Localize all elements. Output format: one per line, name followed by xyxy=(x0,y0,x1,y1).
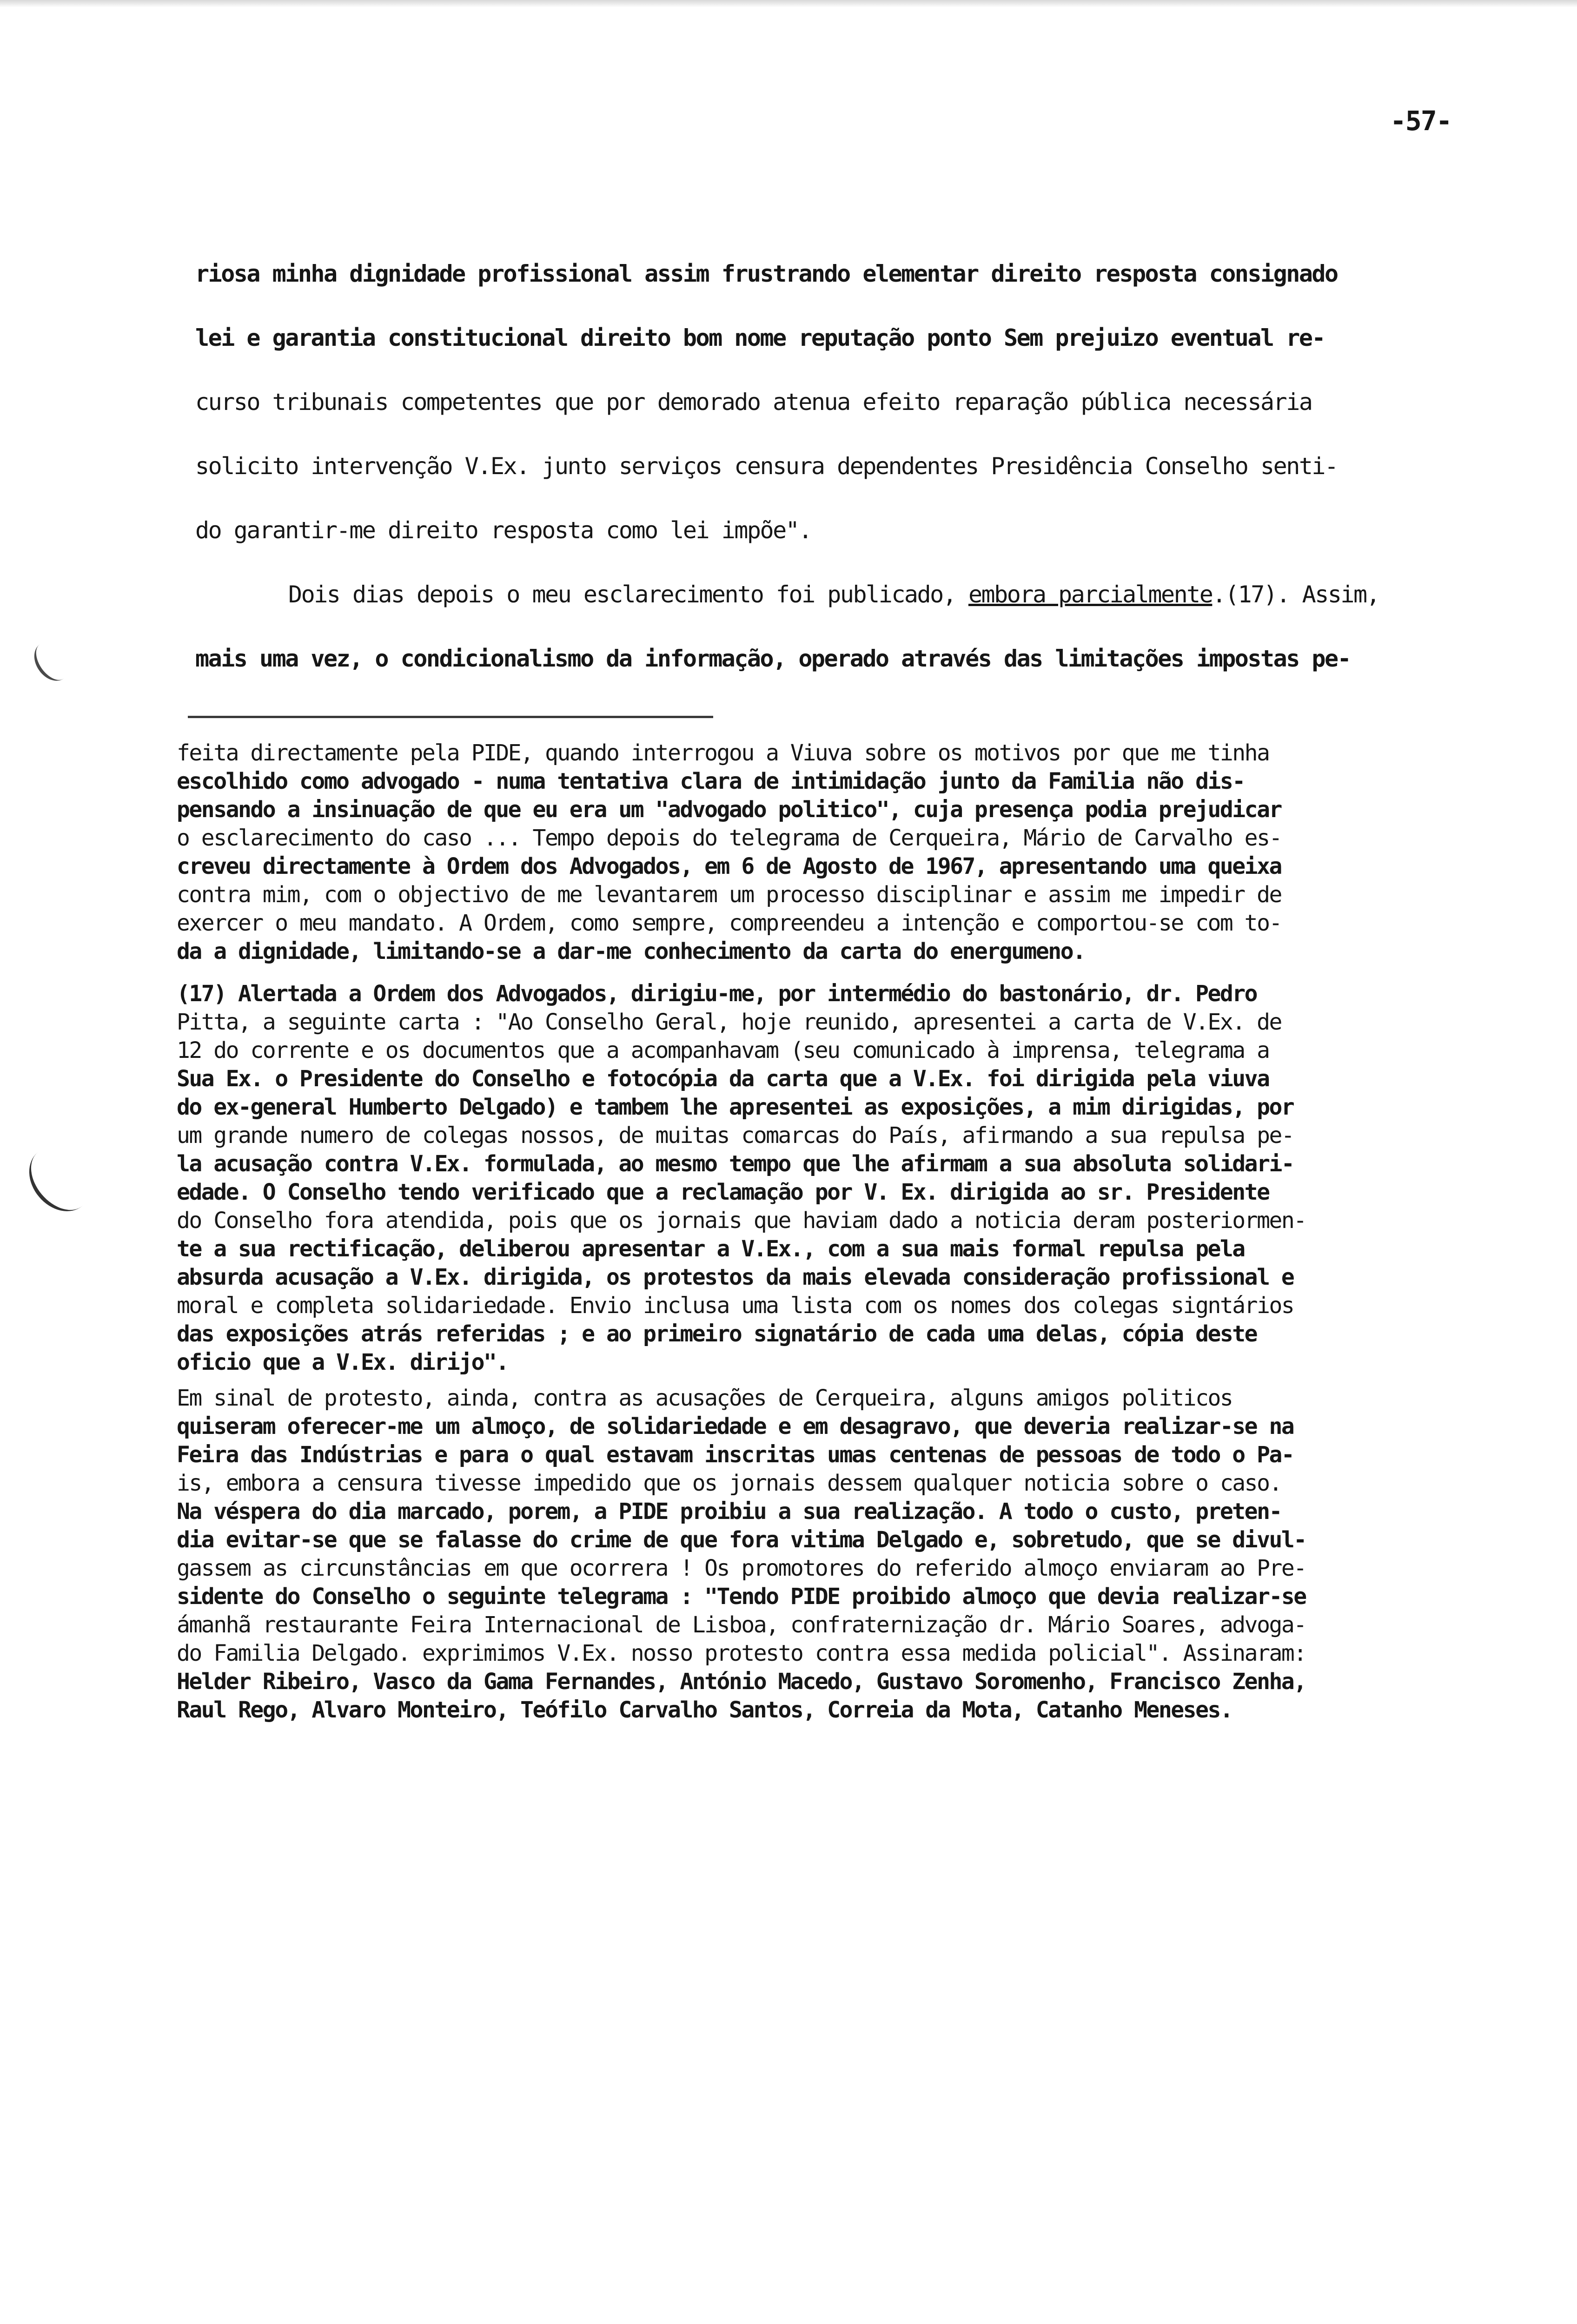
binder-hole-mark xyxy=(17,1135,104,1224)
footnote-line: Em sinal de protesto, ainda, contra as acusações de Cerqueira, alguns amigos politicos xyxy=(177,1385,1232,1411)
footnote-line: edade. O Conselho tendo verificado que a reclamação por V. Ex. dirigida ao sr. Presidente xyxy=(177,1179,1269,1205)
body-line-with-underline xyxy=(195,562,1530,627)
page-number: -57- xyxy=(1390,105,1451,137)
body-line: curso tribunais competentes que por demorado atenua efeito reparação pública necessária xyxy=(195,389,1312,416)
footnote-line: Feira das Indústrias e para o qual estavam inscritas umas centenas de pessoas de todo o Pa- xyxy=(177,1442,1294,1468)
footnote-line: la acusação contra V.Ex. formulada, ao mesmo tempo que lhe afirmam a sua absoluta solidari- xyxy=(177,1151,1294,1177)
footnote-line: sidente do Conselho o seguinte telegrama : "Tendo PIDE proibido almoço que devia realizar-se xyxy=(177,1584,1306,1610)
footnote-line: o esclarecimento do caso ... Tempo depois do telegrama de Cerqueira, Mário de Carvalho es- xyxy=(177,825,1281,851)
footnote-line: Sua Ex. o Presidente do Conselho e fotocópia da carta que a V.Ex. foi dirigida pela viuva xyxy=(177,1066,1269,1092)
footnote-line: do ex-general Humberto Delgado) e tambem lhe apresentei as exposições, a mim dirigidas, por xyxy=(177,1094,1294,1120)
footnote-line: feita directamente pela PIDE, quando interrogou a Viuva sobre os motivos por que me tinha xyxy=(177,740,1269,766)
footnote-line: do Conselho fora atendida, pois que os jornais que haviam dado a noticia deram posteriormen- xyxy=(177,1208,1306,1234)
footnote-reference: .(17). Assim, xyxy=(1212,581,1379,608)
footnote-line: pensando a insinuação de que eu era um "advogado politico", cuja presença podia prejudicar xyxy=(177,797,1281,823)
body-line: solicito intervenção V.Ex. junto serviços censura dependentes Presidência Conselho senti- xyxy=(195,453,1338,480)
footnote-line: um grande numero de colegas nossos, de muitas comarcas do País, afirmando a sua repulsa pe- xyxy=(177,1122,1294,1149)
footnote-continuation xyxy=(177,739,1534,966)
body-line: lei e garantia constitucional direito bom nome reputação ponto Sem prejuizo eventual re- xyxy=(195,324,1325,351)
footnote-line: gassem as circunstâncias em que ocorrera ! Os promotores do referido almoço enviaram ao Pre- xyxy=(177,1555,1306,1581)
footnote-line: is, embora a censura tivesse impedido que os jornais dessem qualquer noticia sobre o caso. xyxy=(177,1470,1281,1496)
underlined-phrase: embora parcialmente xyxy=(968,581,1213,608)
footnote-line: te a sua rectificação, deliberou apresentar a V.Ex., com a sua mais formal repulsa pela xyxy=(177,1236,1245,1262)
footnote-line: das exposições atrás referidas ; e ao primeiro signatário de cada uma delas, cópia deste xyxy=(177,1321,1257,1347)
body-line: riosa minha dignidade profissional assim frustrando elementar direito resposta consignado xyxy=(195,260,1338,287)
footnote-line: Helder Ribeiro, Vasco da Gama Fernandes, António Macedo, Gustavo Soromenho, Francisco Zenha, xyxy=(177,1669,1306,1695)
footnote-line: ámanhã restaurante Feira Internacional de Lisboa, confraternização dr. Mário Soares, advoga- xyxy=(177,1612,1306,1638)
footnote-line: Na véspera do dia marcado, porem, a PIDE proibiu a sua realização. A todo o custo, preten- xyxy=(177,1499,1281,1525)
footnote-line: exercer o meu mandato. A Ordem, como sempre, compreendeu a intenção e comportou-se com to- xyxy=(177,910,1281,936)
footnote-line: oficio que a V.Ex. dirijo". xyxy=(177,1349,508,1375)
footnote-line: 12 do corrente e os documentos que a acompanhavam (seu comunicado à imprensa, telegrama a xyxy=(177,1037,1269,1063)
body-line: do garantir-me direito resposta como lei impõe". xyxy=(195,517,811,544)
body-line: mais uma vez, o condicionalismo da informação, operado através das limitações impostas pe- xyxy=(195,645,1351,672)
footnote-separator xyxy=(188,716,713,718)
footnote-line: Raul Rego, Alvaro Monteiro, Teófilo Carvalho Santos, Correia da Mota, Catanho Meneses. xyxy=(177,1697,1232,1723)
page-top-edge xyxy=(0,0,1577,7)
footnote-line: escolhido como advogado - numa tentativa clara de intimidação junto da Familia não dis- xyxy=(177,768,1245,794)
footnote-line: (17) Alertada a Ordem dos Advogados, dirigiu-me, por intermédio do bastonário, dr. Pedro xyxy=(177,981,1257,1007)
footnote-line: absurda acusação a V.Ex. dirigida, os protestos da mais elevada consideração profissional e xyxy=(177,1264,1294,1290)
footnote-17 xyxy=(177,980,1534,1377)
footnote-line: creveu directamente à Ordem dos Advogados, em 6 de Agosto de 1967, apresentando uma queixa xyxy=(177,853,1281,879)
footnotes-section xyxy=(177,739,1534,1724)
protest-paragraph xyxy=(177,1384,1534,1724)
main-body-text xyxy=(195,242,1530,691)
footnote-line: Pitta, a seguinte carta : "Ao Conselho Geral, hoje reunido, apresentei a carta de V.Ex. de xyxy=(177,1009,1281,1035)
footnote-line: dia evitar-se que se falasse do crime de que fora vitima Delgado e, sobretudo, que se divul- xyxy=(177,1527,1306,1553)
footnote-line: moral e completa solidariedade. Envio inclusa uma lista com os nomes dos colegas signtários xyxy=(177,1293,1294,1319)
footnote-line: contra mim, com o objectivo de me levantarem um processo disciplinar e assim me impedir de xyxy=(177,882,1281,908)
body-line-start: Dois dias depois o meu esclarecimento foi publicado, xyxy=(288,581,968,608)
footnote-line: da a dignidade, limitando-se a dar-me conhecimento da carta do energumeno. xyxy=(177,938,1085,964)
binder-hole-mark xyxy=(27,635,77,687)
footnote-line: do Familia Delgado. exprimimos V.Ex. nosso protesto contra essa medida policial". Assinaram: xyxy=(177,1640,1306,1666)
footnote-line: quiseram oferecer-me um almoço, de solidariedade e em desagravo, que deveria realizar-se na xyxy=(177,1413,1294,1439)
